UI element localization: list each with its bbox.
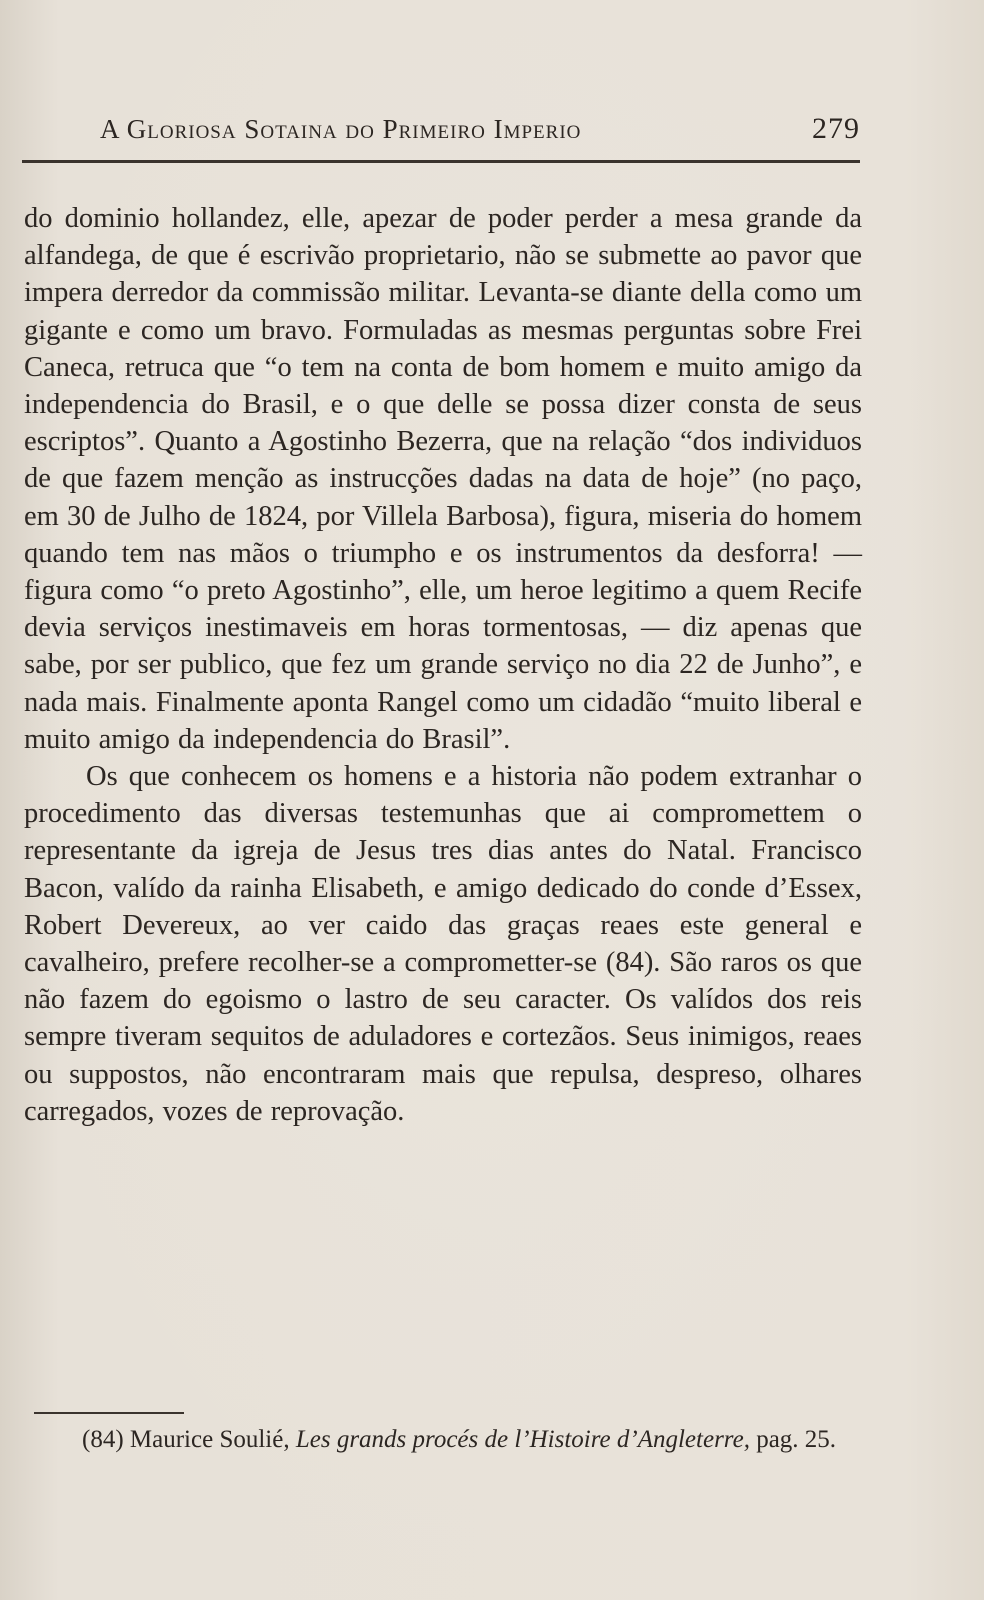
footnote-page-ref: pag. 25. [756,1426,837,1453]
paragraph: do dominio hollandez, elle, apezar de poder perder a mesa grande da alfandega, de que é escrivão proprietario, não se submette ao pavor que impera derredor da commissão militar. Levanta-se diante della como um gigante e como um bravo. Formuladas as mesmas perguntas sobre Frei Caneca, retruca que “o tem na conta de bom homem e muito amigo da independencia do Brasil, e o que delle se possa dizer consta de seus escriptos”. Quanto a Agostinho Bezerra, que na relação “dos individuos de que fazem menção as instrucções dadas na data de hoje” (no paço, em 30 de Julho de 1824, por Villela Barbosa), figura, miseria do homem quando tem nas mãos o triumpho e os instrumentos da desforra! — figura como “o preto Agostinho”, elle, um heroe legitimo a quem Recife devia serviços inestimaveis em horas tormentosas, — diz apenas que sabe, por ser publico, que fez um grande serviço no dia 22 de Junho”, e nada mais. Finalmente aponta Rangel como um cidadão “muito liberal e muito amigo da independencia do Brasil”. [24,203,862,755]
running-title: A Gloriosa Sotaina do Primeiro Imperio [100,114,582,144]
page-number: 279 [812,112,860,145]
footnote-rule [34,1412,184,1414]
body-text [24,200,862,1130]
header-rule [22,160,860,163]
paragraph: Os que conhecem os homens e a historia não podem extranhar o procedimento das diversas testemunhas que ai compromettem o representante da igreja de Jesus tres dias antes do Natal. Francisco Bacon, valído da rainha Elisabeth, e amigo dedicado do conde d’Essex, Robert Devereux, ao ver caido das graças reaes este general e cavalheiro, prefere recolher-se a comprometter-se (84). São raros os que não fazem do egoismo o lastro de seu caracter. Os valídos dos reis sempre tiveram sequitos de aduladores e cortezãos. Seus inimigos, reaes ou suppostos, não encontraram mais que repulsa, despreso, olhares carregados, vozes de reprovação. [24,761,862,1127]
footnote-work-title: Les grands procés de l’Histoire d’Angleterre, [295,1426,750,1453]
footnote-marker: (84) [82,1426,124,1453]
footnote [24,1424,862,1456]
footnote-author: Maurice Soulié, [129,1426,290,1453]
running-head [100,114,860,154]
